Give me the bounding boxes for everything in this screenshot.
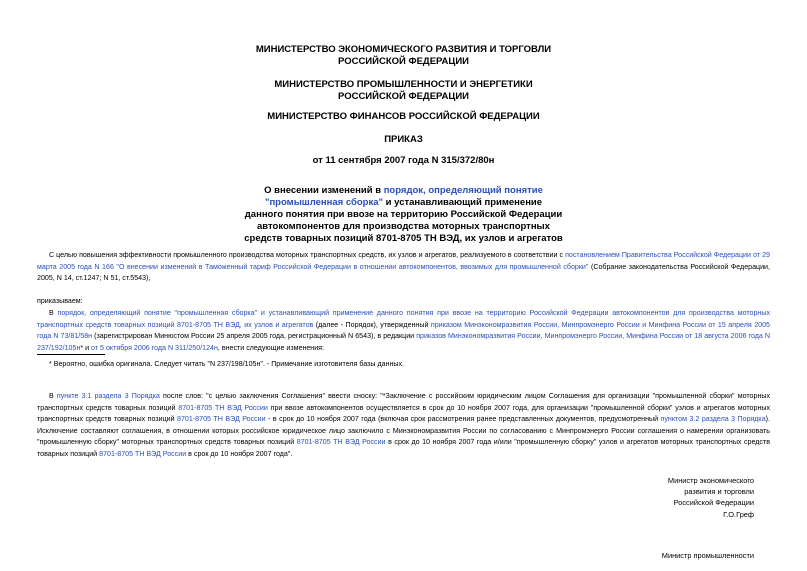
para-text: (Собрание законодательства Российской Федерации, 2005, N 14, ст.1247; N 51, ст.5543), <box>37 262 770 283</box>
para-text: в срок до 10 ноября 2007 года и/или "промышленную сборку" узлов и агрегатов моторных транспортных средств товарных позиций <box>37 438 770 458</box>
para-text: - в срок до 10 ноября 2007 года (включая срок рассмотрения ранее представленных документов, предусмотренный <box>265 415 661 424</box>
link-order-2006-oct[interactable]: от 5 октября 2006 года N 311/250/124н <box>91 343 218 352</box>
link-tn-ved-3[interactable]: 8701-8705 ТН ВЭД России <box>296 438 386 447</box>
para-text: , внести следующие изменения: <box>217 343 324 352</box>
link-tn-ved-1[interactable]: 8701-8705 ТН ВЭД России <box>178 403 268 412</box>
footnote-text: * Вероятно, ошибка оригинала. Следует читать "N 237/198/105н". - Примечание изготовителя базы данных. <box>49 360 404 368</box>
order-word: приказываем: <box>37 297 83 305</box>
para-text: (далее - Порядок), утвержденный <box>313 320 431 329</box>
link-government-decree[interactable]: постановлением Правительства Российской Федерации от 29 марта 2005 года N 166 "О внесении изменений в Таможенный тариф Российской Федерации в отношении автокомпонентов, ввозимых для промышленной сборки" <box>37 251 770 271</box>
ministry-finance: МИНИСТЕРСТВО ФИНАНСОВ РОССИЙСКОЙ ФЕДЕРАЦИИ <box>267 111 540 122</box>
link-order-procedure[interactable]: порядок, определяющий понятие "промышленная сборка" и устанавливающий применение данного понятия при ввозе на территорию Российской Федерации автокомпонентов для производства моторных транспортных средств товарных позиций 8701-8705 ТН ВЭД, их узлов и агрегатов <box>37 309 770 329</box>
ministry-economy-line-2: РОССИЙСКОЙ ФЕДЕРАЦИИ <box>337 56 469 67</box>
signature-line: Министр промышленности <box>661 551 754 560</box>
signature-minister-industry <box>662 550 754 561</box>
link-clause-3-2[interactable]: пунктом 3.2 раздела 3 Порядка <box>660 415 766 424</box>
ministry-industry-line-1: МИНИСТЕРСТВО ПРОМЫШЛЕННОСТИ И ЭНЕРГЕТИКИ <box>274 79 533 90</box>
paragraph-amendment <box>37 391 770 461</box>
link-order-2005[interactable]: приказом Минэкономразвития России, Минпромэнерго России и Минфина России от 15 апреля 2005 года N 73/81/58н <box>37 320 770 341</box>
para-text: В <box>49 309 58 317</box>
title-line-1 <box>0 185 807 197</box>
para-text: * и <box>80 343 92 352</box>
title-link-order[interactable]: порядок, определяющий понятие <box>383 185 543 196</box>
ministry-economy-line-1: МИНИСТЕРСТВО ЭКОНОМИЧЕСКОГО РАЗВИТИЯ И ТОРГОВЛИ <box>255 44 552 55</box>
signature-name: Г.О.Греф <box>723 509 754 519</box>
signature-minister-economy <box>668 475 754 520</box>
signature-line: Министр экономического <box>667 476 754 485</box>
title-text: и устанавливающий применение <box>383 197 543 208</box>
title-line-5: средств товарных позиций 8701-8705 ТН ВЭД, их узлов и агрегатов <box>244 233 563 244</box>
title-link-assembly[interactable]: "промышленная сборка" <box>264 197 384 208</box>
title-line-3: данного понятия при ввозе на территорию Российской Федерации <box>244 209 563 220</box>
title-text: О внесении изменений в <box>264 185 384 196</box>
footnote-divider <box>37 354 105 355</box>
para-text: при ввозе автокомпонентов осуществляется в срок до 10 ноября 2007 года, для организации "промышленной сборки" узлов и агрегатов моторных транспортных средств товарных позиций <box>37 403 771 424</box>
paragraph-changes <box>37 308 770 354</box>
para-text: ). Исключение составляют соглашения, в отношении которых российское юридическое лицо заключило с Минэкономразвития России по согласованию с Минпромэнерго России соглашения о намерении организовать "промышленную сборку" моторных транспортных средств товарных позиций <box>37 415 770 447</box>
para-text: С целью повышения эффективности промышленного производства моторных транспортных средств, их узлов и агрегатов, реализуемого в соответствии с <box>49 251 566 259</box>
para-text: в срок до 10 ноября 2007 года". <box>186 449 293 458</box>
link-tn-ved-2[interactable]: 8701-8705 ТН ВЭД России <box>177 415 266 424</box>
paragraph-purpose <box>37 250 770 285</box>
title-line-4: автокомпонентов для производства моторных транспортных <box>257 221 550 232</box>
footnote <box>37 359 770 371</box>
para-text: (зарегистрирован Минюстом России 25 апреля 2005 года, регистрационный N 6543), в редакции <box>92 332 417 341</box>
document-date: от 11 сентября 2007 года N 315/372/80н <box>312 155 495 166</box>
link-clause-3-1[interactable]: пункте 3.1 раздела 3 Порядка <box>56 392 160 400</box>
signature-line: развития и торговли <box>684 487 754 497</box>
document-type: ПРИКАЗ <box>384 134 423 145</box>
link-orders-2006-aug[interactable]: приказов Минэкономразвития России, Минпромэнерго России, Минфина России от 18 августа 2006 года N 237/192/105н <box>37 332 770 352</box>
para-text: В <box>49 392 57 400</box>
title-line-2 <box>0 197 807 209</box>
para-text: после слов: "с целью заключения Соглашения" ввести сноску: "*Заключение с российским юридическим лицом Соглашения для организации "промышленной сборки" моторных транспортных средств товарных позиций <box>37 392 771 412</box>
signature-line: Российской Федерации <box>673 498 754 508</box>
ministry-industry-line-2: РОССИЙСКОЙ ФЕДЕРАЦИИ <box>337 91 469 102</box>
link-tn-ved-4[interactable]: 8701-8705 ТН ВЭД России <box>99 449 187 458</box>
